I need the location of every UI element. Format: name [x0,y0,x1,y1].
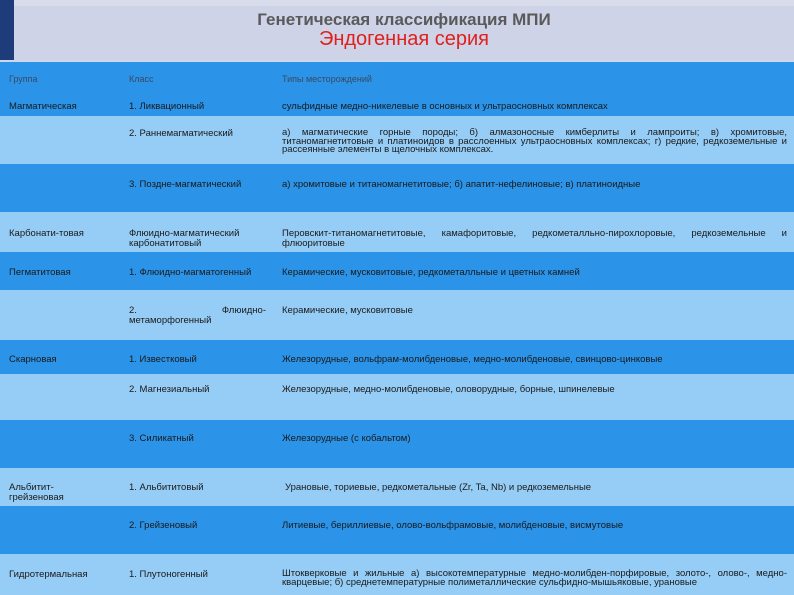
class-cell: 1. Ликвационный [129,101,205,112]
class-cell: 1. Флюидно-магматогенный [129,267,252,278]
class-cell: 2. Флюидно-метаморфогенный [129,305,266,326]
table-row [0,212,794,252]
class-cell: 1. Известковый [129,354,197,365]
slide-header [14,6,794,60]
types-cell: а) хромитовые и титаномагнетитовые; б) апатит-нефелиновые; в) платиноидные [282,179,641,190]
table-row [0,420,794,468]
table-row [0,506,794,554]
types-cell: Керамические, мусковитовые [282,305,413,316]
class-cell: 2. Магнезиальный [129,384,210,395]
class-cell: 2. Раннемагматический [129,128,233,139]
slide-subtitle: Эндогенная серия [318,28,490,50]
types-cell: Железорудные (с кобальтом) [282,433,411,444]
table-row [0,468,794,506]
types-cell: Перовскит-титаномагнетитовые, камафоритовые, редкометалльно-пирохлоровые, редкоземельные и флюоритовые [282,228,787,249]
table-header-row [0,60,794,94]
group-cell: Карбонати-товая [9,228,84,239]
class-cell: 1. Плутоногенный [129,569,208,580]
group-cell: Скарновая [9,354,57,365]
types-cell: Керамические, мусковитовые, редкометалльные и цветных камней [282,267,580,278]
class-cell: 3. Поздне-магматический [129,179,242,190]
slide-title: Генетическая классификация МПИ [257,10,551,29]
types-cell: сульфидные медно-никелевые в основных и ультраосновных комплексах [282,101,608,112]
table-row [0,116,794,164]
types-cell: Литиевые, бериллиевые, олово-вольфрамовые, молибденовые, висмутовые [282,520,624,531]
table-row [0,340,794,374]
table-row [0,554,794,595]
types-cell: Железорудные, медно-молибденовые, оловорудные, борные, шпинелевые [282,384,615,395]
types-cell: а) магматические горные породы; б) алмазоносные кимберлиты и лампроиты; в) хромитовые, титаномагнетитовые и платиноидов в расслоенных ультраосновных комплексах; г) редкие, редкоземельные и рассеянные элементы в щелочных комплексах. [282,127,787,155]
table-row [0,252,794,290]
group-cell: Альбитит-грейзеновая [9,482,64,503]
group-cell: Пегматитовая [9,267,71,278]
class-cell: 1. Альбититовый [129,482,204,493]
table-row [0,374,794,420]
table-row [0,290,794,340]
table-row [0,164,794,212]
column-header-class: Класс [129,74,154,84]
group-cell: Гидротермальная [9,569,88,580]
column-header-group: Группа [9,74,38,84]
column-header-types: Типы месторождений [282,74,372,84]
left-frame-bar [0,0,14,60]
types-cell: Урановые, ториевые, редкометальные (Zr, Ta, Nb) и редкоземельные [285,482,592,493]
table-row [0,94,794,116]
class-cell: 2. Грейзеновый [129,520,198,531]
types-cell: Штокверковые и жильные а) высокотемпературные медно-молибден-порфировые, золото-, олово-, медно-кварцевые; б) среднетемпературные полиметаллические сульфидно-мышьяковые, урановые [282,568,787,588]
group-cell: Магматическая [9,101,77,112]
class-cell: 3. Силикатный [129,433,194,444]
class-cell: Флюидно-магматический карбонатитовый [129,228,240,249]
types-cell: Железорудные, вольфрам-молибденовые, медно-молибденовые, свинцово-цинковые [282,354,663,365]
